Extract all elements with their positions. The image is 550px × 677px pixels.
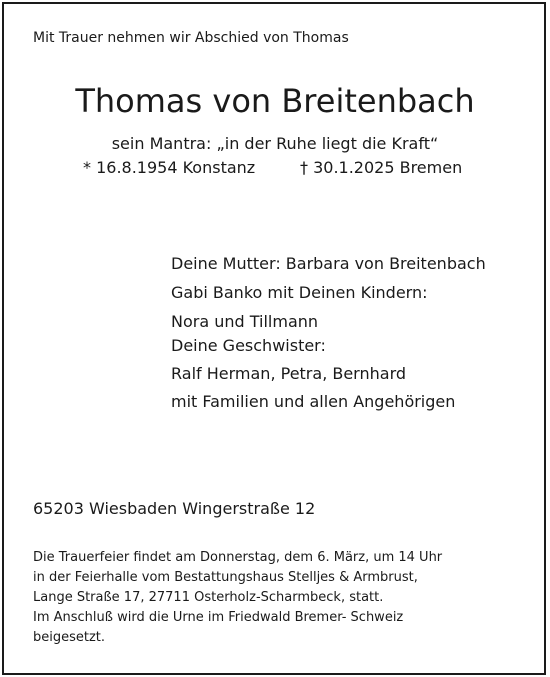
ceremony-line: in der Feierhalle vom Bestattungshaus Stelljes & Armbrust, <box>33 570 418 585</box>
ceremony-line: Die Trauerfeier findet am Donnerstag, dem 6. März, um 14 Uhr <box>33 550 443 565</box>
ceremony-line: beigesetzt. <box>33 630 106 645</box>
ceremony-line: Im Anschluß wird die Urne im Friedwald Bremer- Schweiz <box>33 610 404 625</box>
address-line: 65203 Wiesbaden Wingerstraße 12 <box>33 499 316 518</box>
death-date: † 30.1.2025 Bremen <box>300 158 463 177</box>
ceremony-notice <box>33 548 442 648</box>
mourner-line: Nora und Tillmann <box>171 312 319 331</box>
deceased-name: Thomas von Breitenbach <box>75 82 475 120</box>
mourner-line: Deine Geschwister: <box>171 336 326 355</box>
mantra-line: sein Mantra: „in der Ruhe liegt die Kraft“ <box>111 134 439 153</box>
birth-date: * 16.8.1954 Konstanz <box>83 158 256 177</box>
intro-text: Mit Trauer nehmen wir Abschied von Thomas <box>33 30 349 46</box>
mourner-line: Gabi Banko mit Deinen Kindern: <box>171 283 428 302</box>
ceremony-line: Lange Straße 17, 27711 Osterholz-Scharmbeck, statt. <box>33 590 384 605</box>
mourner-line: mit Familien und allen Angehörigen <box>171 392 456 411</box>
mourner-line: Deine Mutter: Barbara von Breitenbach <box>171 254 486 273</box>
mourner-line: Ralf Herman, Petra, Bernhard <box>171 364 407 383</box>
